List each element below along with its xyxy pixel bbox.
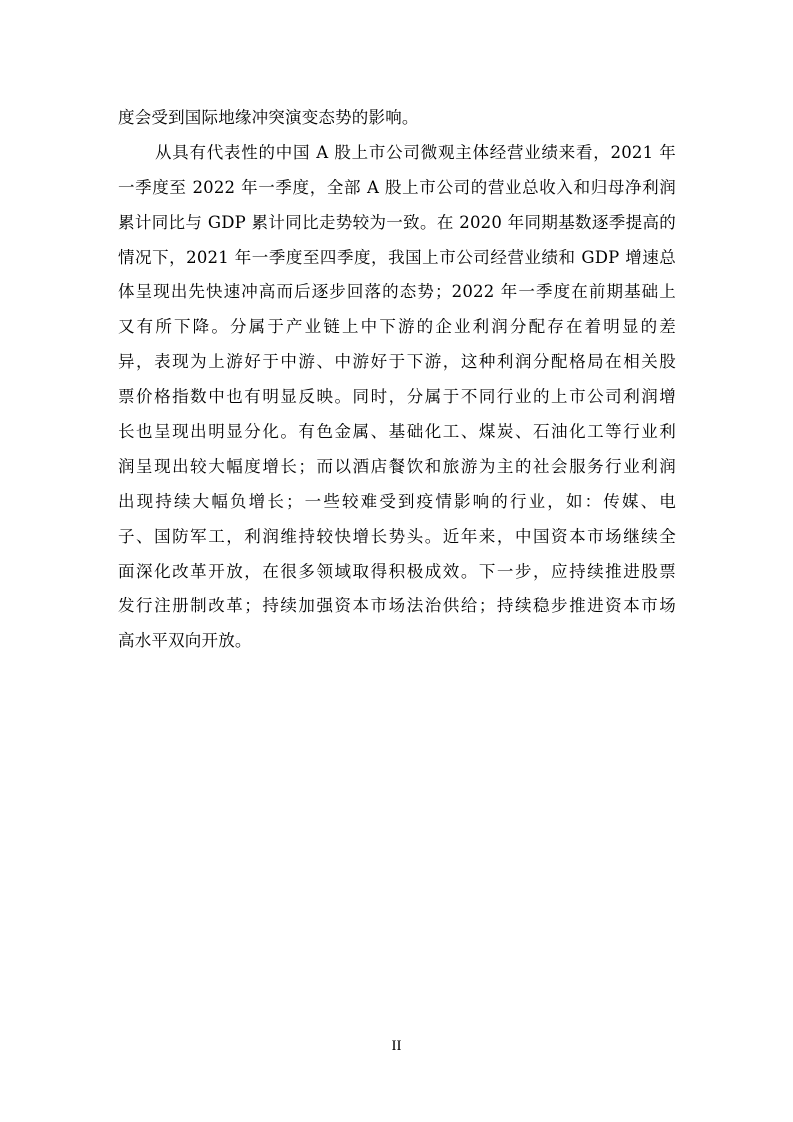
text-line: 长也呈现出明显分化。有色金属、基础化工、煤炭、石油化工等行业利 [118, 422, 676, 442]
text-line: 一季度至 2022 年一季度，全部 A 股上市公司的营业总收入和归母净利润 [118, 177, 676, 197]
text-line: 累计同比与 GDP 累计同比走势较为一致。在 2020 年同期基数逐季提高的 [118, 212, 676, 232]
text-line: 出现持续大幅负增长；一些较难受到疫情影响的行业，如：传媒、电 [118, 491, 676, 511]
text-line: 从具有代表性的中国 A 股上市公司微观主体经营业绩来看，2021 年 [155, 142, 676, 162]
text-line: 子、国防军工，利润维持较快增长势头。近年来，中国资本市场继续全 [118, 526, 676, 546]
body-text [118, 101, 676, 659]
text-line: 发行注册制改革；持续加强资本市场法治供给；持续稳步推进资本市场 [118, 596, 676, 616]
text-line: 情况下，2021 年一季度至四季度，我国上市公司经营业绩和 GDP 增速总 [118, 247, 676, 267]
text-line: 高水平双向开放。 [118, 631, 252, 651]
text-line: 票价格指数中也有明显反映。同时，分属于不同行业的上市公司利润增 [118, 387, 676, 407]
text-line: 异，表现为上游好于中游、中游好于下游，这种利润分配格局在相关股 [118, 352, 676, 372]
text-line: 润呈现出较大幅度增长；而以酒店餐饮和旅游为主的社会服务行业利润 [118, 456, 676, 476]
page-number: II [391, 1038, 402, 1054]
text-line: 体呈现出先快速冲高而后逐步回落的态势；2022 年一季度在前期基础上 [118, 282, 676, 302]
text-line: 度会受到国际地缘冲突演变态势的影响。 [118, 108, 419, 127]
text-line: 又有所下降。分属于产业链上中下游的企业利润分配存在着明显的差 [118, 317, 676, 337]
text-line: 面深化改革开放，在很多领域取得积极成效。下一步，应持续推进股票 [118, 561, 676, 581]
